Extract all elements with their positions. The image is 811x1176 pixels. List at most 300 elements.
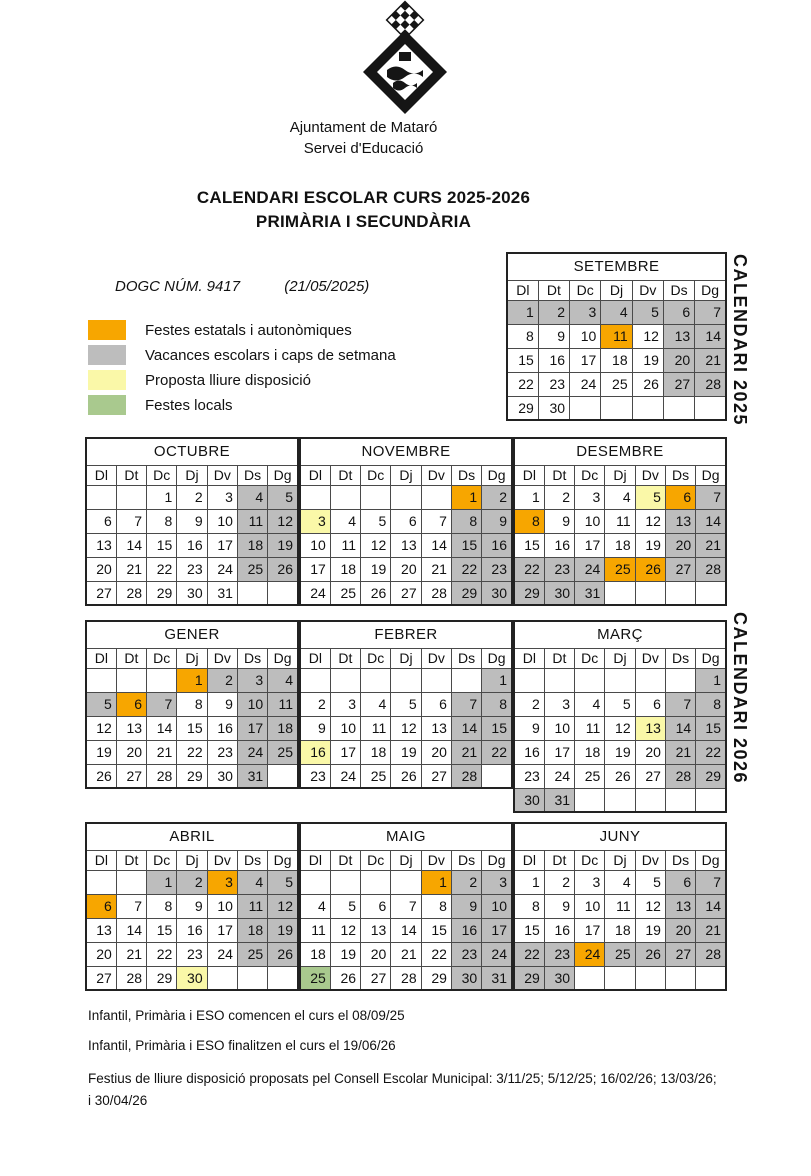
- day-cell: 9: [177, 509, 207, 533]
- day-cell: [665, 581, 695, 605]
- day-cell: 20: [421, 740, 451, 764]
- day-cell: 21: [116, 942, 146, 966]
- day-cell: 28: [451, 764, 481, 788]
- day-cell: 27: [116, 764, 146, 788]
- day-cell: 1: [696, 668, 726, 692]
- weekday-header: Dc: [570, 280, 601, 300]
- day-cell: 3: [482, 870, 512, 894]
- day-cell: 3: [237, 668, 267, 692]
- day-cell: 3: [544, 692, 574, 716]
- weekday-header: Dt: [116, 850, 146, 870]
- day-cell: 9: [300, 716, 330, 740]
- day-cell: 15: [514, 918, 544, 942]
- weekday-header: Ds: [665, 850, 695, 870]
- day-cell: [665, 668, 695, 692]
- day-cell: 24: [237, 740, 267, 764]
- weekday-header: Dc: [147, 465, 177, 485]
- day-cell: 5: [268, 870, 298, 894]
- day-cell: 4: [300, 894, 330, 918]
- day-cell: 27: [361, 966, 391, 990]
- day-cell: 14: [147, 716, 177, 740]
- weekday-header: Dg: [268, 850, 298, 870]
- day-cell: 7: [116, 509, 146, 533]
- day-cell: 18: [268, 716, 298, 740]
- weekday-header: Ds: [237, 648, 267, 668]
- day-cell: 3: [330, 692, 360, 716]
- weekday-header: Dv: [421, 850, 451, 870]
- day-cell: 3: [575, 485, 605, 509]
- day-cell: 4: [601, 300, 632, 324]
- weekday-header: Dj: [391, 465, 421, 485]
- day-cell: 10: [207, 894, 237, 918]
- day-cell: 18: [605, 533, 635, 557]
- weekday-header: Dl: [300, 850, 330, 870]
- weekday-header: Dc: [361, 648, 391, 668]
- day-cell: [665, 966, 695, 990]
- day-cell: 5: [268, 485, 298, 509]
- day-cell: 26: [391, 764, 421, 788]
- day-cell: 4: [575, 692, 605, 716]
- day-cell: 31: [207, 581, 237, 605]
- weekday-header: Ds: [451, 850, 481, 870]
- day-cell: 8: [421, 894, 451, 918]
- day-cell: 13: [421, 716, 451, 740]
- day-cell: 26: [635, 557, 665, 581]
- day-cell: 18: [605, 918, 635, 942]
- day-cell: [361, 485, 391, 509]
- weekday-header: Dg: [268, 648, 298, 668]
- day-cell: 5: [86, 692, 116, 716]
- weekday-header: Dt: [544, 465, 574, 485]
- day-cell: 6: [665, 870, 695, 894]
- day-cell: 13: [391, 533, 421, 557]
- day-cell: [391, 668, 421, 692]
- day-cell: 12: [268, 509, 298, 533]
- day-cell: 17: [575, 918, 605, 942]
- day-cell: 13: [86, 918, 116, 942]
- legend-label: Proposta lliure disposició: [145, 371, 311, 389]
- day-cell: 26: [86, 764, 116, 788]
- month-title: GENER: [86, 621, 298, 648]
- day-cell: 23: [544, 942, 574, 966]
- day-cell: 10: [237, 692, 267, 716]
- day-cell: [544, 668, 574, 692]
- note-course-start: Infantil, Primària i ESO comencen el curs el 08/09/25: [88, 1008, 405, 1023]
- day-cell: 30: [177, 581, 207, 605]
- month-novembre: [299, 437, 513, 606]
- day-cell: 15: [482, 716, 512, 740]
- day-cell: 26: [268, 557, 298, 581]
- weekday-header: Dv: [421, 465, 451, 485]
- weekday-header: Dt: [116, 648, 146, 668]
- day-cell: 9: [482, 509, 512, 533]
- day-cell: 29: [696, 764, 726, 788]
- day-cell: 25: [605, 942, 635, 966]
- day-cell: 18: [300, 942, 330, 966]
- day-cell: 2: [177, 485, 207, 509]
- day-cell: 11: [330, 533, 360, 557]
- weekday-header: Dj: [177, 648, 207, 668]
- day-cell: [237, 966, 267, 990]
- day-cell: 9: [451, 894, 481, 918]
- day-cell: 22: [147, 557, 177, 581]
- weekday-header: Dl: [300, 648, 330, 668]
- day-cell: 9: [514, 716, 544, 740]
- day-cell: 21: [116, 557, 146, 581]
- legend-color-swatch: [88, 370, 126, 390]
- day-cell: 14: [421, 533, 451, 557]
- month-desembre: [513, 437, 727, 606]
- day-cell: 6: [663, 300, 694, 324]
- day-cell: 16: [300, 740, 330, 764]
- day-cell: 21: [665, 740, 695, 764]
- day-cell: [330, 668, 360, 692]
- day-cell: 24: [207, 557, 237, 581]
- day-cell: 21: [391, 942, 421, 966]
- day-cell: 21: [147, 740, 177, 764]
- day-cell: 30: [544, 966, 574, 990]
- day-cell: 17: [237, 716, 267, 740]
- note-free-disposal-days: Festius de lliure disposició proposats pel Consell Escolar Municipal: 3/11/25; 5/12/25; 16/02/26; 13/03/26; i 30/04/26: [88, 1071, 717, 1108]
- day-cell: 18: [237, 918, 267, 942]
- day-cell: 19: [330, 942, 360, 966]
- month-title: ABRIL: [86, 823, 298, 850]
- page-title-line1: CALENDARI ESCOLAR CURS 2025-2026: [196, 188, 531, 207]
- day-cell: 16: [451, 918, 481, 942]
- day-cell: [421, 668, 451, 692]
- day-cell: 8: [696, 692, 726, 716]
- month-table: [299, 620, 513, 789]
- day-cell: 31: [237, 764, 267, 788]
- day-cell: 10: [570, 324, 601, 348]
- weekday-header: Ds: [451, 648, 481, 668]
- day-cell: 24: [482, 942, 512, 966]
- day-cell: [575, 966, 605, 990]
- day-cell: 20: [665, 533, 695, 557]
- day-cell: 20: [665, 918, 695, 942]
- day-cell: 21: [696, 918, 726, 942]
- day-cell: 8: [514, 509, 544, 533]
- day-cell: 6: [391, 509, 421, 533]
- day-cell: 23: [451, 942, 481, 966]
- weekday-header: Dv: [207, 648, 237, 668]
- weekday-header: Dc: [361, 850, 391, 870]
- day-cell: [605, 581, 635, 605]
- day-cell: 5: [361, 509, 391, 533]
- day-cell: 15: [507, 348, 538, 372]
- day-cell: 8: [482, 692, 512, 716]
- day-cell: 7: [391, 894, 421, 918]
- day-cell: 22: [514, 942, 544, 966]
- day-cell: 21: [451, 740, 481, 764]
- day-cell: 4: [605, 485, 635, 509]
- day-cell: 1: [177, 668, 207, 692]
- weekday-header: Dj: [601, 280, 632, 300]
- day-cell: 29: [451, 581, 481, 605]
- day-cell: 22: [177, 740, 207, 764]
- day-cell: 4: [237, 870, 267, 894]
- day-cell: 10: [207, 509, 237, 533]
- month-title: OCTUBRE: [86, 438, 298, 465]
- day-cell: 9: [177, 894, 207, 918]
- legend-item: [88, 345, 396, 365]
- weekday-header: Dj: [391, 850, 421, 870]
- day-cell: 15: [514, 533, 544, 557]
- day-cell: 3: [207, 870, 237, 894]
- day-cell: 30: [482, 581, 512, 605]
- day-cell: 17: [544, 740, 574, 764]
- weekday-header: Dg: [696, 850, 726, 870]
- day-cell: 2: [300, 692, 330, 716]
- day-cell: 9: [544, 509, 574, 533]
- day-cell: 24: [300, 581, 330, 605]
- weekday-header: Dv: [207, 465, 237, 485]
- day-cell: 12: [361, 533, 391, 557]
- day-cell: [330, 485, 360, 509]
- day-cell: 2: [177, 870, 207, 894]
- day-cell: [514, 668, 544, 692]
- day-cell: 23: [544, 557, 574, 581]
- legend-label: Festes estatals i autonòmiques: [145, 321, 352, 339]
- day-cell: [268, 764, 298, 788]
- weekday-header: Dv: [635, 648, 665, 668]
- day-cell: 22: [514, 557, 544, 581]
- weekday-header: Ds: [237, 465, 267, 485]
- day-cell: 15: [451, 533, 481, 557]
- day-cell: 25: [601, 372, 632, 396]
- legend-color-swatch: [88, 395, 126, 415]
- legend-label: Vacances escolars i caps de setmana: [145, 346, 396, 364]
- day-cell: 15: [177, 716, 207, 740]
- day-cell: [147, 668, 177, 692]
- day-cell: 9: [538, 324, 569, 348]
- day-cell: 7: [665, 692, 695, 716]
- month-febrer: [299, 620, 513, 789]
- day-cell: 13: [663, 324, 694, 348]
- month-gener: [85, 620, 299, 789]
- day-cell: 11: [268, 692, 298, 716]
- month-table: [85, 822, 299, 991]
- day-cell: 27: [86, 581, 116, 605]
- day-cell: [635, 581, 665, 605]
- day-cell: 25: [361, 764, 391, 788]
- day-cell: 6: [361, 894, 391, 918]
- weekday-header: Ds: [665, 465, 695, 485]
- day-cell: 7: [421, 509, 451, 533]
- day-cell: [605, 788, 635, 812]
- day-cell: 2: [207, 668, 237, 692]
- day-cell: 14: [451, 716, 481, 740]
- day-cell: [696, 966, 726, 990]
- day-cell: [330, 870, 360, 894]
- day-cell: 22: [507, 372, 538, 396]
- day-cell: 21: [695, 348, 726, 372]
- day-cell: 20: [663, 348, 694, 372]
- weekday-header: Dc: [147, 648, 177, 668]
- day-cell: 8: [514, 894, 544, 918]
- dogc-date: (21/05/2025): [284, 278, 370, 295]
- day-cell: 11: [605, 894, 635, 918]
- day-cell: 10: [300, 533, 330, 557]
- month-table: [85, 620, 299, 789]
- day-cell: [575, 668, 605, 692]
- day-cell: [605, 966, 635, 990]
- day-cell: [605, 668, 635, 692]
- weekday-header: Dl: [514, 465, 544, 485]
- day-cell: 6: [421, 692, 451, 716]
- day-cell: 23: [177, 557, 207, 581]
- day-cell: 3: [300, 509, 330, 533]
- day-cell: 15: [147, 918, 177, 942]
- day-cell: 12: [635, 509, 665, 533]
- weekday-header: Dj: [391, 648, 421, 668]
- month-table: [513, 437, 727, 606]
- day-cell: 11: [601, 324, 632, 348]
- weekday-header: Dc: [575, 648, 605, 668]
- day-cell: 12: [605, 716, 635, 740]
- day-cell: 24: [330, 764, 360, 788]
- day-cell: 17: [207, 533, 237, 557]
- day-cell: 8: [507, 324, 538, 348]
- day-cell: [207, 966, 237, 990]
- day-cell: 18: [601, 348, 632, 372]
- weekday-header: Dv: [635, 465, 665, 485]
- weekday-header: Dc: [147, 850, 177, 870]
- day-cell: [421, 485, 451, 509]
- page-title-line2: PRIMÀRIA I SECUNDÀRIA: [255, 212, 472, 231]
- day-cell: [86, 870, 116, 894]
- weekday-header: Dj: [177, 850, 207, 870]
- day-cell: 22: [696, 740, 726, 764]
- day-cell: [361, 668, 391, 692]
- day-cell: 17: [207, 918, 237, 942]
- day-cell: 7: [451, 692, 481, 716]
- day-cell: 19: [605, 740, 635, 764]
- day-cell: 16: [207, 716, 237, 740]
- legend-item: [88, 370, 396, 390]
- day-cell: [116, 870, 146, 894]
- day-cell: 23: [538, 372, 569, 396]
- weekday-header: Dj: [605, 648, 635, 668]
- day-cell: 26: [635, 942, 665, 966]
- day-cell: 11: [300, 918, 330, 942]
- day-cell: 12: [268, 894, 298, 918]
- day-cell: 2: [451, 870, 481, 894]
- day-cell: 20: [86, 557, 116, 581]
- day-cell: 4: [605, 870, 635, 894]
- day-cell: 29: [147, 581, 177, 605]
- day-cell: 13: [635, 716, 665, 740]
- weekday-header: Dg: [696, 465, 726, 485]
- day-cell: 5: [605, 692, 635, 716]
- weekday-header: Ds: [663, 280, 694, 300]
- day-cell: 10: [544, 716, 574, 740]
- day-cell: 2: [538, 300, 569, 324]
- day-cell: 15: [696, 716, 726, 740]
- weekday-header: Dg: [482, 648, 512, 668]
- day-cell: 25: [605, 557, 635, 581]
- day-cell: 27: [421, 764, 451, 788]
- day-cell: [116, 668, 146, 692]
- day-cell: 14: [116, 533, 146, 557]
- day-cell: 29: [421, 966, 451, 990]
- weekday-header: Dc: [575, 465, 605, 485]
- month-table: [513, 822, 727, 991]
- day-cell: 4: [361, 692, 391, 716]
- day-cell: 9: [544, 894, 574, 918]
- day-cell: 11: [575, 716, 605, 740]
- day-cell: 5: [632, 300, 663, 324]
- day-cell: 24: [570, 372, 601, 396]
- day-cell: 1: [421, 870, 451, 894]
- day-cell: [361, 870, 391, 894]
- day-cell: 19: [635, 533, 665, 557]
- day-cell: 26: [361, 581, 391, 605]
- day-cell: 16: [177, 533, 207, 557]
- day-cell: [451, 668, 481, 692]
- day-cell: 23: [177, 942, 207, 966]
- day-cell: 5: [635, 870, 665, 894]
- month-maig: [299, 822, 513, 991]
- day-cell: [482, 764, 512, 788]
- weekday-header: Ds: [665, 648, 695, 668]
- day-cell: 21: [696, 533, 726, 557]
- day-cell: 30: [538, 396, 569, 420]
- day-cell: 24: [544, 764, 574, 788]
- weekday-header: Dl: [507, 280, 538, 300]
- day-cell: 28: [421, 581, 451, 605]
- day-cell: 23: [207, 740, 237, 764]
- day-cell: 30: [544, 581, 574, 605]
- weekday-header: Ds: [451, 465, 481, 485]
- day-cell: 29: [514, 581, 544, 605]
- day-cell: [635, 788, 665, 812]
- day-cell: 28: [116, 581, 146, 605]
- weekday-header: Dt: [544, 850, 574, 870]
- side-label-calendari-2026: CALENDARI 2026: [730, 612, 750, 785]
- day-cell: 8: [177, 692, 207, 716]
- weekday-header: Dg: [268, 465, 298, 485]
- weekday-header: Ds: [237, 850, 267, 870]
- day-cell: 16: [544, 918, 574, 942]
- day-cell: 3: [207, 485, 237, 509]
- weekday-header: Dl: [86, 648, 116, 668]
- day-cell: [570, 396, 601, 420]
- legend: [88, 320, 396, 420]
- day-cell: 2: [544, 485, 574, 509]
- org-department: Servei d'Educació: [303, 140, 424, 157]
- mataro-logo: [355, 0, 455, 116]
- day-cell: 16: [544, 533, 574, 557]
- day-cell: [237, 581, 267, 605]
- day-cell: 18: [361, 740, 391, 764]
- day-cell: 25: [330, 581, 360, 605]
- day-cell: 17: [570, 348, 601, 372]
- day-cell: [391, 870, 421, 894]
- day-cell: 29: [177, 764, 207, 788]
- day-cell: 1: [451, 485, 481, 509]
- day-cell: 8: [147, 894, 177, 918]
- day-cell: 1: [147, 870, 177, 894]
- month-table: [506, 252, 727, 421]
- day-cell: 20: [391, 557, 421, 581]
- day-cell: 13: [665, 509, 695, 533]
- day-cell: [575, 788, 605, 812]
- day-cell: 26: [632, 372, 663, 396]
- weekday-header: Dj: [605, 850, 635, 870]
- day-cell: 22: [147, 942, 177, 966]
- note-course-end: Infantil, Primària i ESO finalitzen el curs el 19/06/26: [88, 1038, 396, 1053]
